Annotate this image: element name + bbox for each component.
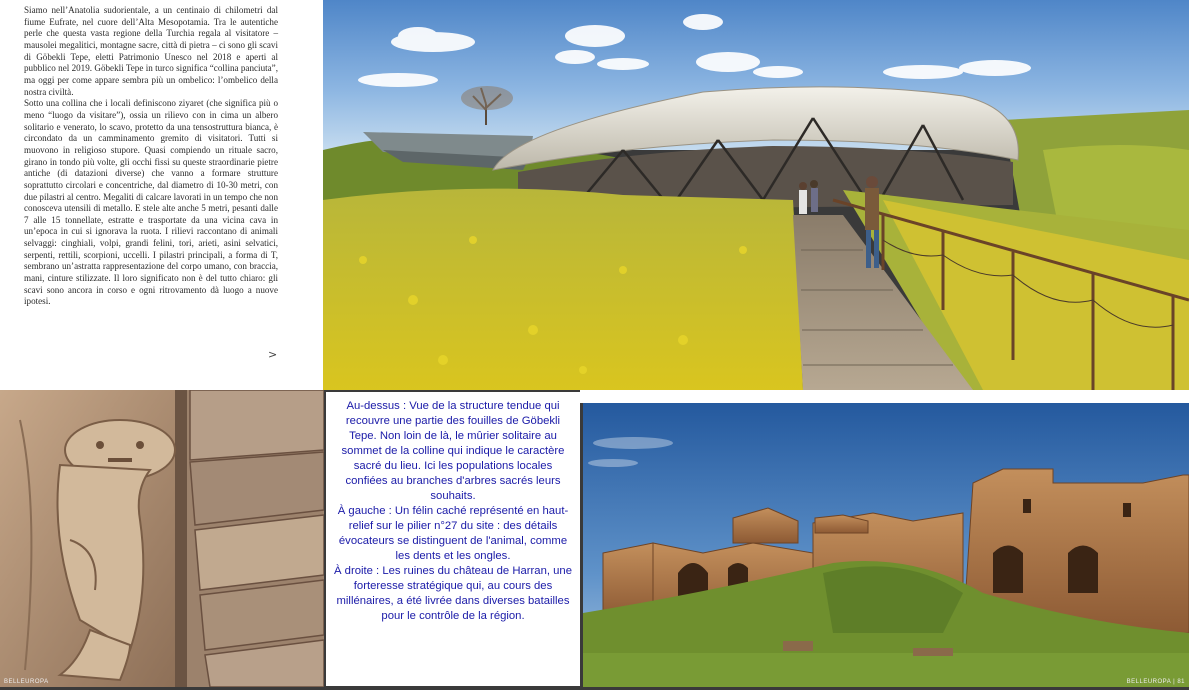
photo-gobekli-tepe-structure <box>323 0 1189 390</box>
article-column <box>0 0 323 390</box>
page-number: 81 <box>1177 679 1185 685</box>
footer-separator: | <box>1173 679 1176 685</box>
caption-above: Au-dessus : Vue de la structure tendue qui recouvre une partie des fouilles de Göbekli Tepe. Non loin de là, le mûrier solitaire au sommet de la colline qui indique le caractère sacré du lieu. Ici les populations locales confiées au branches d'arbres sacrés leurs souhaits. <box>341 400 565 502</box>
caption-text <box>332 399 574 624</box>
photo-carved-feline <box>0 390 324 687</box>
footer-brand: BELLEUROPA <box>1126 679 1171 685</box>
continue-arrow-icon[interactable]: > <box>268 348 278 361</box>
caption-box <box>326 392 580 686</box>
carved-feline-image <box>0 390 324 687</box>
article-paragraph-1: Siamo nell’Anatolia sudorientale, a un centinaio di chilometri dal fiume Eufrate, nel cuore dell’Alta Mesopotamia. Tra le autentiche perle che questa vasta regione della Turchia regala al visitatore – mausolei megalitici, montagne sacre, città di pietra – ci sono gli scavi di Göbekli Tepe, eletti Patrimonio Unesco nel 2018 e aperti al pubblico nel 2019. Göbekli Tepe in turco significa “collina panciuta”, ma oggi per come appare sembra più un ombelico: l’ombelico della nostra civiltà. <box>24 5 278 97</box>
harran-castle-image <box>583 403 1189 687</box>
gobekli-tepe-image <box>323 0 1189 390</box>
caption-right: À droite : Les ruines du château de Harran, une forteresse stratégique qui, au cours des millénaires, a été livrée dans diverses batailles pour le contrôle de la région. <box>333 565 572 622</box>
article-body <box>24 5 278 308</box>
article-paragraph-2: Sotto una collina che i locali definiscono ziyaret (che significa più o meno “luogo da visitare”), ossia un rilievo con in cima un albero solitario e venerato, lo scavo, protetto da una tensostruttura bianca, è circondato da un camminamento gremito di visitatori. Tutti si muovono in religioso stupore. Quasi compiendo un rituale sacro, girano in tondo più volte, gli occhi fissi su queste straordinarie pietre antiche (di datazioni diverse) che vanno a formare strutture soprattutto circolari e concentriche, dal diametro di 10-30 metri, con due pilastri al centro. Megaliti di calcare lavorati in un tempo che non conosceva utensili di metallo. E stele alte anche 5 metri, pesanti dalle 7 alle 15 tonnellate, estratte e trasportate da una vicina cava in un’epoca in cui si ignorava la ruota. I rilievi raccontano di animali selvaggi: cinghiali, volpi, grandi felini, tori, arieti, asini selvatici, serpenti, rettili, scorpioni, uccelli. I pilastri principali, a forma di T, sembrano un’astratta rappresentazione del corpo umano, con braccia, mani, cinture stilizzate. Il loro significato non è del tutto chiaro: gli scavi sono ancora in corso e ogni ritrovamento dà luogo a nuove ipotesi. <box>24 98 278 307</box>
separator <box>580 390 1189 403</box>
footer-right <box>1127 679 1185 685</box>
caption-left: À gauche : Un félin caché représenté en haut-relief sur le pilier n°27 du site : des détails évocateurs se distinguent de l'animal, comme les dents et les ongles. <box>337 505 569 562</box>
footer-left-brand: BELLEUROPA <box>4 679 49 685</box>
photo-harran-castle <box>583 403 1189 687</box>
